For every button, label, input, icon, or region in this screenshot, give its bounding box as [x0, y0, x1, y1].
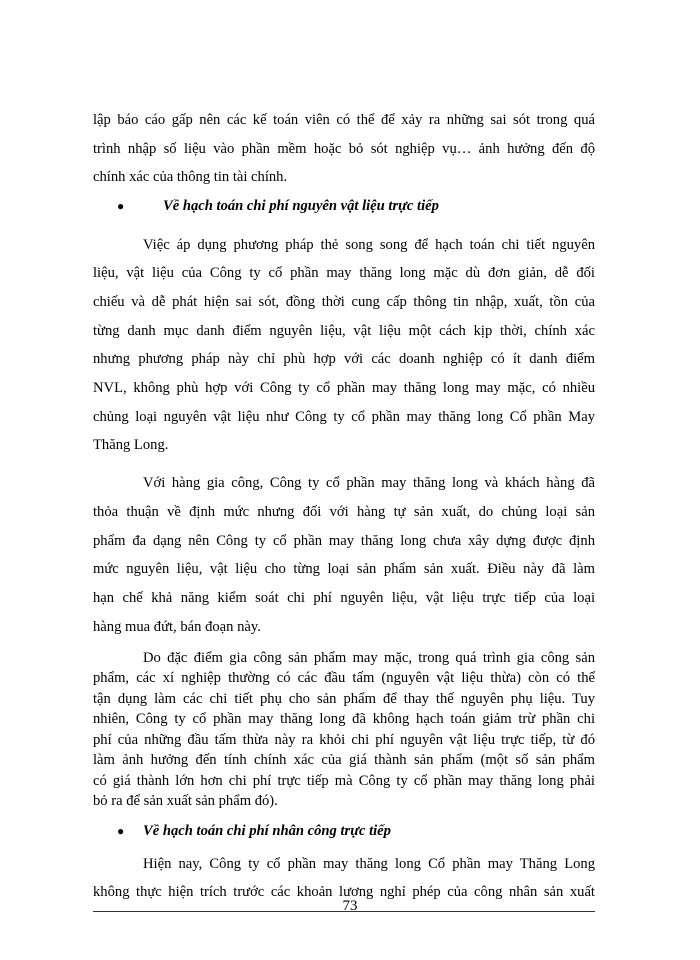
- body-text-line: không thực hiện trích trước các khoản lương nghỉ phép của công nhân sản xuất: [93, 884, 595, 900]
- bullet-icon: ●: [117, 199, 125, 213]
- body-text-line: hạn chế khả năng kiểm soát chi phí nguyên liệu, vật liệu trực tiếp của loại: [93, 590, 595, 606]
- body-text-line: nhưng phương pháp này chỉ phù hợp với các doanh nghiệp có ít danh điểm: [93, 351, 595, 367]
- page-number: 73: [342, 898, 358, 914]
- bullet-icon: ●: [117, 824, 125, 838]
- section-heading-text: Về hạch toán chi phí nhân công trực tiếp: [143, 823, 391, 839]
- body-text-line: nhiên, Công ty cổ phần may thăng long đã không hạch toán giảm trừ phần chi: [93, 711, 595, 727]
- body-text-line: phẩm, các xí nghiệp thường có các đầu tấm (nguyên vật liệu thừa) còn có thể: [93, 670, 595, 686]
- body-text-line: thỏa thuận về định mức nhưng đối với hàng tự sản xuất, do chủng loại sản: [93, 504, 595, 520]
- body-text-line: Việc áp dụng phương pháp thẻ song song để hạch toán chi tiết nguyên: [143, 237, 595, 253]
- body-text-line: trình nhập số liệu vào phần mềm hoặc bỏ sót nghiệp vụ… ảnh hưởng đến độ: [93, 141, 595, 157]
- body-text-line: Hiện nay, Công ty cổ phần may thăng long Cổ phần may Thăng Long: [143, 856, 595, 872]
- body-text-line: lập báo cáo gấp nên các kế toán viên có thể để xảy ra những sai sót trong quá: [93, 112, 595, 128]
- body-text-line: hàng mua đứt, bán đoạn này.: [93, 619, 261, 635]
- body-text-line: Với hàng gia công, Công ty cổ phần may thăng long và khách hàng đã: [143, 475, 595, 491]
- body-text-line: từng danh mục danh điểm nguyên liệu, vật liệu một cách kịp thời, chính xác: [93, 323, 595, 339]
- body-text-line: phẩm đa dạng nên Công ty cổ phần may thăng long chưa xây dựng được định: [93, 533, 595, 549]
- body-text-line: tận dụng làm các chi tiết phụ cho sản phẩm để thay thế nguyên phụ liệu. Tuy: [93, 691, 595, 707]
- body-text-line: Thăng Long.: [93, 437, 169, 453]
- body-text-line: có giá thành lớn hơn chi phí trực tiếp mà Công ty cổ phần may thăng long phải: [93, 773, 595, 789]
- body-text-line: NVL, không phù hợp với Công ty cổ phần may thăng long may mặc, có nhiều: [93, 380, 595, 396]
- body-text-line: Do đặc điểm gia công sản phẩm may mặc, trong quá trình gia công sản: [143, 650, 595, 666]
- body-text-line: bỏ ra để sản xuất sản phẩm đó).: [93, 793, 278, 809]
- body-text-line: chiếu và dễ phát hiện sai sót, đồng thời cung cấp thông tin nhập, xuất, tồn của: [93, 294, 595, 310]
- body-text-line: phí của những đầu tấm thừa này ra khỏi chi phí nguyên vật liệu trực tiếp, từ đó: [93, 732, 595, 748]
- body-text-line: chủng loại nguyên vật liệu như Công ty cổ phần may thăng long Cổ phần May: [93, 409, 595, 425]
- body-text-line: chính xác của thông tin tài chính.: [93, 169, 288, 185]
- section-heading-text: Về hạch toán chi phí nguyên vật liệu trực tiếp: [163, 198, 439, 214]
- body-text-line: mức nguyên liệu, vật liệu cho từng loại sản phẩm sản xuất. Điều này đã làm: [93, 561, 595, 577]
- body-text-line: làm ảnh hưởng đến tính chính xác của giá thành sản phẩm (một số sản phẩm: [93, 752, 595, 768]
- body-text-line: liệu, vật liệu của Công ty cổ phần may thăng long mặc dù đơn giản, dễ đối: [93, 265, 595, 281]
